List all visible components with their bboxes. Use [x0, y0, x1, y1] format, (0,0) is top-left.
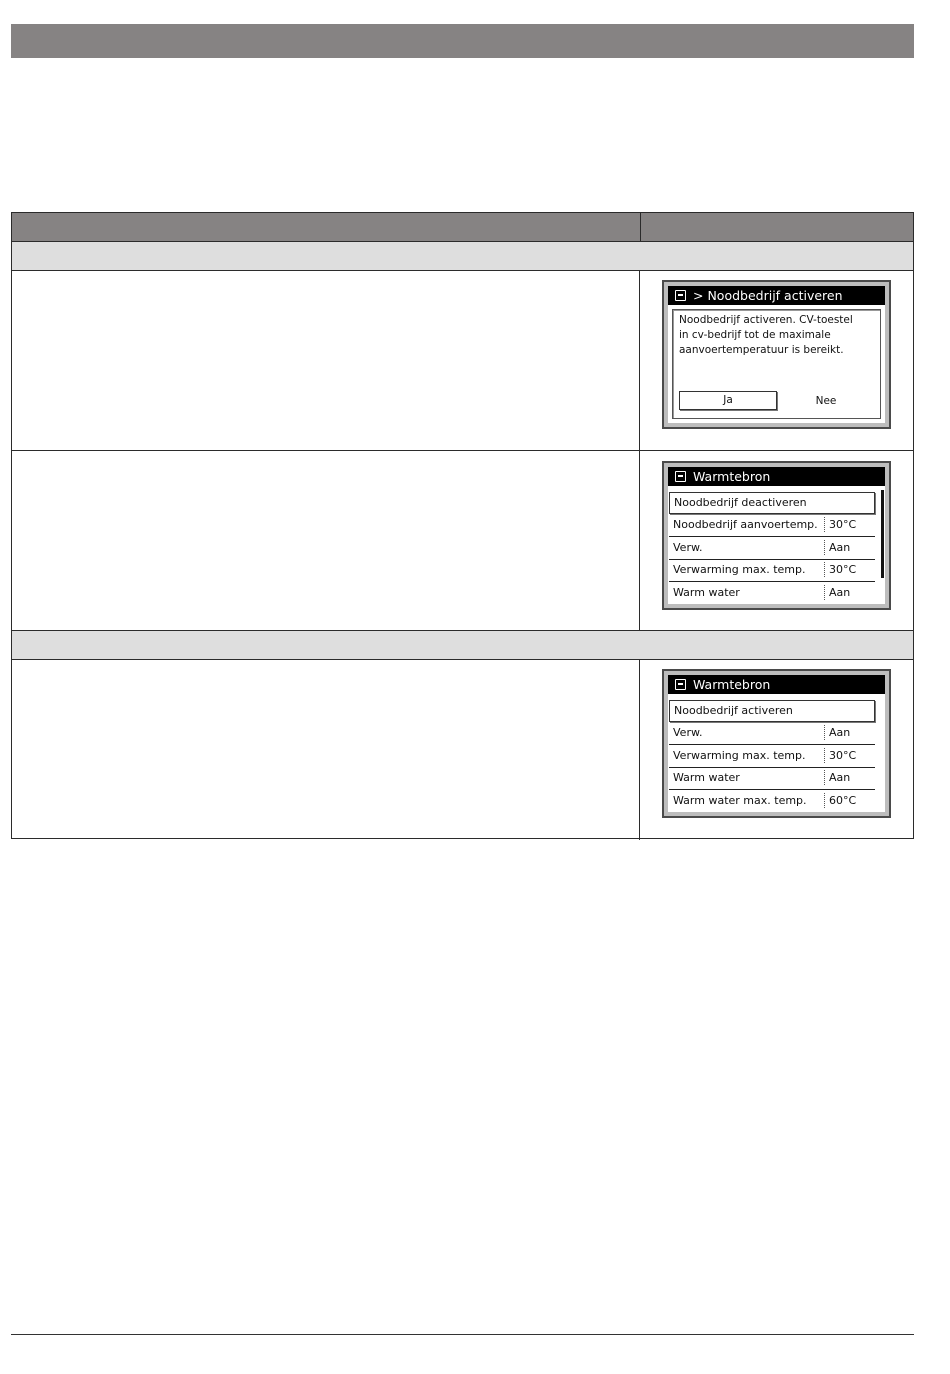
menu-item-value: Aan [824, 725, 850, 740]
menu-item-heating[interactable] [669, 537, 875, 560]
menu-item-label: Warm water [673, 586, 740, 599]
table-header [12, 213, 913, 242]
menu-item-label: Verwarming max. temp. [673, 749, 806, 762]
screen-title: Warmtebron [693, 677, 771, 692]
screen-title-bar [668, 675, 885, 694]
step-description [12, 451, 640, 630]
menu-item-label: Verwarming max. temp. [673, 563, 806, 576]
step-description [12, 660, 640, 840]
header-bar [11, 24, 914, 58]
screen-title: Warmtebron [693, 469, 771, 484]
menu-item-hot-water[interactable] [669, 582, 875, 604]
screen-title: > Noodbedrijf activeren [693, 288, 843, 303]
menu-item-label: Warm water [673, 771, 740, 784]
confirm-dialog [672, 309, 881, 419]
menu-item-value: 60°C [824, 793, 856, 808]
display-screen [668, 675, 885, 812]
scrollbar[interactable] [881, 490, 884, 578]
section-row-activate [12, 242, 913, 271]
screen-title-bar [668, 467, 885, 486]
dialog-message: Noodbedrijf activeren. CV-toestel in cv-bedrijf tot de maximale aanvoertemperatuur is bereikt. [679, 314, 853, 356]
footer-rule [11, 1334, 914, 1335]
menu-item-value: 30°C [824, 748, 856, 763]
section-row-deactivate [12, 631, 913, 660]
step-row-inactive-menu [12, 660, 913, 840]
screen-title-bar [668, 286, 885, 305]
menu-item-value: 30°C [824, 562, 856, 577]
instruction-table [11, 212, 914, 839]
menu-item-value: Aan [824, 540, 850, 555]
menu-item-activate[interactable] [669, 700, 875, 722]
yes-button[interactable]: Ja [679, 391, 777, 410]
menu-item-value: Aan [824, 585, 850, 600]
menu-item-label: Noodbedrijf activeren [674, 704, 793, 717]
menu-item-heating-max-temp[interactable] [669, 745, 875, 768]
menu-item-deactivate[interactable] [669, 492, 875, 514]
display-panel [662, 461, 891, 610]
display-panel [662, 280, 891, 429]
menu-icon [675, 471, 686, 482]
menu-item-supply-temp[interactable] [669, 514, 875, 537]
menu-item-label: Warm water max. temp. [673, 794, 807, 807]
menu-item-heating[interactable] [669, 722, 875, 745]
menu-item-label: Noodbedrijf deactiveren [674, 496, 807, 509]
step-row-activate [12, 271, 913, 451]
menu-item-label: Verw. [673, 726, 703, 739]
menu-item-label: Noodbedrijf aanvoertemp. [673, 518, 818, 531]
step-description [12, 271, 640, 450]
display-screen [668, 286, 885, 423]
column-divider [640, 213, 641, 241]
menu-icon [675, 679, 686, 690]
step-row-active-menu [12, 451, 913, 631]
menu-item-heating-max-temp[interactable] [669, 559, 875, 582]
no-button[interactable]: Nee [815, 395, 837, 407]
menu-item-hot-water-max-temp[interactable] [669, 790, 875, 812]
display-screen [668, 467, 885, 604]
menu-icon [675, 290, 686, 301]
menu-item-value: Aan [824, 770, 850, 785]
menu-item-value: 30°C [824, 517, 856, 532]
display-panel [662, 669, 891, 818]
menu-item-label: Verw. [673, 541, 703, 554]
menu-item-hot-water[interactable] [669, 767, 875, 790]
